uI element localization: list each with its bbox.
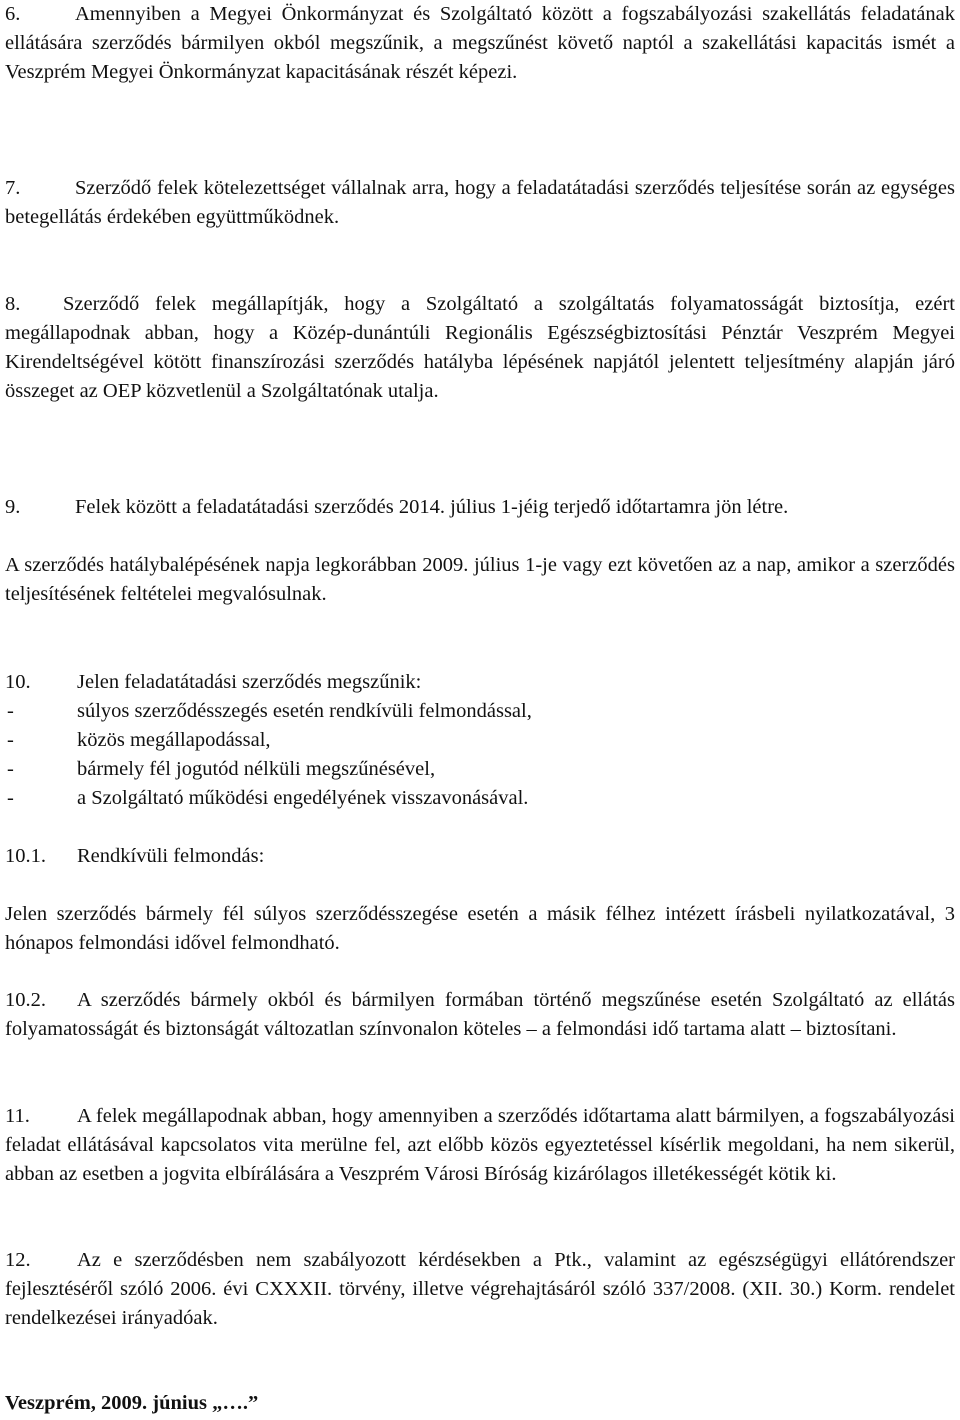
paragraph-text: Szerződő felek kötelezettséget vállalnak arra, hogy a feladatátadási szerződés teljesítése során az egységes betegellátás érdekében együttműködnek. [5,177,955,228]
list-item [5,697,955,726]
list-dash: - [7,787,14,809]
paragraph-text: Jelen feladatátadási szerződés megszűnik: [77,671,422,693]
section-number: 10.1. [5,845,46,867]
paragraph-text: A felek megállapodnak abban, hogy amennyiben a szerződés időtartama alatt bármilyen, a fogszabályozási feladat ellátásával kapcsolatos vita merülne fel, azt előbb közös egyeztetéssel kísérlik megoldani, ha nem sikerül, abban az esetben a jogvita elbírálására a Veszprém Városi Bíróság kizárólagos illetékességét kötik ki. [5,1105,955,1185]
paragraph-text: Szerződő felek megállapítják, hogy a Szolgáltató a szolgáltatás folyamatosságát biztosítja, ezért megállapodnak abban, hogy a Közép-dunántúli Regionális Egészségbiztosítási Pénztár Veszprém Megyei Kirendeltségével kötött finanszírozási szerződés hatályba lépésének napjától jelentett teljesítmény alapján járó összeget az OEP közvetlenül a Szolgáltatónak utalja. [5,293,955,402]
section-10-1-text [5,900,955,958]
section-text: A szerződés bármely okból és bármilyen formában történő megszűnése esetén Szolgáltató az ellátás folyamatosságát és biztonságát változatlan színvonalon köteles – a felmondási idő tartama alatt – biztosítani. [5,989,955,1040]
section-number: 10.2. [5,989,46,1011]
paragraph-number: 11. [5,1105,30,1127]
paragraph-number: 10. [5,671,31,693]
paragraph-number: 8. [5,293,21,315]
paragraph-text: A szerződés hatálybalépésének napja legkorábban 2009. július 1-je vagy ezt követően az a nap, amikor a szerződés teljesítésének feltételei megvalósulnak. [5,554,955,605]
list-item [5,726,955,755]
paragraph-8 [5,290,955,406]
section-10-2 [5,986,955,1044]
section-heading: Rendkívüli felmondás: [77,845,265,867]
section-10-1-heading [5,842,955,871]
paragraph-number: 7. [5,177,21,199]
paragraph-11 [5,1102,955,1189]
paragraph-12 [5,1246,955,1333]
paragraph-number: 9. [5,496,21,518]
paragraph-9 [5,493,955,522]
list-dash: - [7,758,14,780]
list-item [5,784,955,813]
paragraph-text: Az e szerződésben nem szabályozott kérdésekben a Ptk., valamint az egészségügyi ellátórendszer fejlesztéséről szóló 2006. évi CXXXII. törvény, illetve végrehajtásáról szóló 337/2008. (XII. 30.) Korm. rendelet rendelkezései irányadóak. [5,1249,955,1329]
list-item-text: bármely fél jogutód nélküli megszűnésével, [77,758,436,780]
paragraph-7 [5,174,955,232]
list-item [5,755,955,784]
paragraph-number: 12. [5,1249,31,1271]
list-item-text: közös megállapodással, [77,729,271,751]
list-item-text: a Szolgáltató működési engedélyének visszavonásával. [77,787,529,809]
list-item-text: súlyos szerződésszegés esetén rendkívüli felmondással, [77,700,532,722]
section-text: Jelen szerződés bármely fél súlyos szerződésszegése esetén a másik félhez intézett írásbeli nyilatkozatával, 3 hónapos felmondási idővel felmondható. [5,903,955,954]
list-dash: - [7,700,14,722]
paragraph-9-continued [5,551,955,609]
paragraph-10 [5,668,955,697]
list-dash: - [7,729,14,751]
paragraph-6 [5,0,955,87]
paragraph-text: Amennyiben a Megyei Önkormányzat és Szolgáltató között a fogszabályozási szakellátás feladatának ellátására szerződés bármilyen okból megszűnik, a megszűnést követő naptól a szakellátási kapacitás ismét a Veszprém Megyei Önkormányzat kapacitásának részét képezi. [5,3,955,83]
paragraph-number: 6. [5,3,21,25]
signature-place-date: Veszprém, 2009. június „….” [5,1392,259,1414]
paragraph-text: Felek között a feladatátadási szerződés 2014. július 1-jéig terjedő időtartamra jön létre. [75,496,789,518]
